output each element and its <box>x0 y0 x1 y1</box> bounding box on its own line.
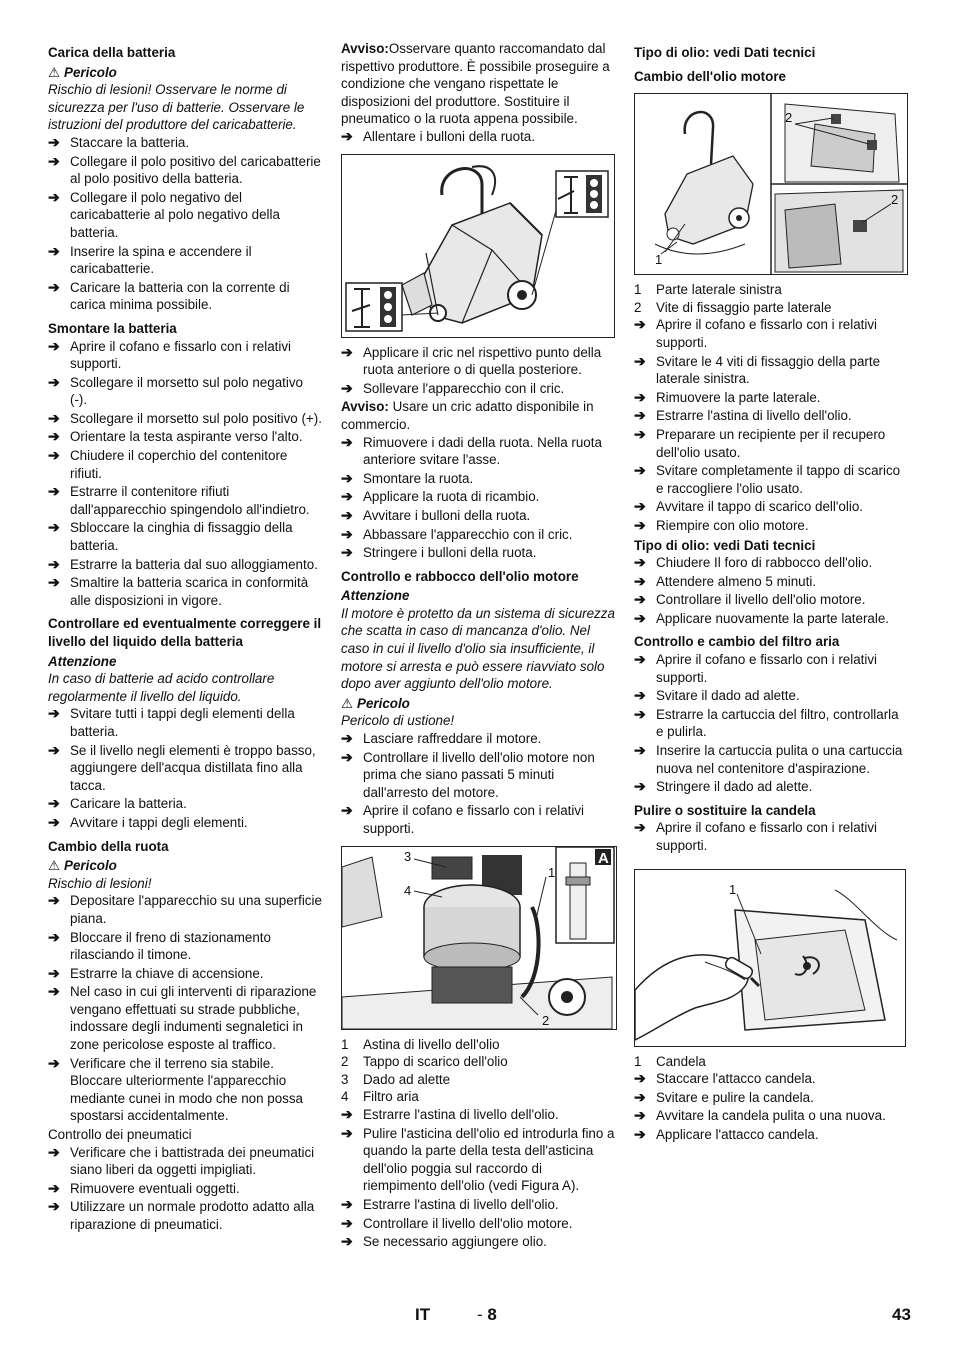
legend-item <box>341 1088 615 1106</box>
arrow-icon: ➔ <box>341 544 353 561</box>
step-text: Svitare tutti i tappi degli elementi della batteria. <box>70 706 295 739</box>
notice-paragraph: Avviso:Osservare quanto raccomandato dal rispettivo produttore. È possibile proseguire a condizione che vengano rispettate le disposizioni del produttore. Sostituire il pneumatico o la ruota appena possibile. <box>341 41 610 127</box>
arrow-icon: ➔ <box>341 433 353 450</box>
legend-number: 2 <box>634 299 642 315</box>
arrow-icon: ➔ <box>48 928 60 945</box>
arrow-icon: ➔ <box>634 425 646 442</box>
arrow-icon: ➔ <box>634 819 646 836</box>
step-item <box>634 591 908 609</box>
step-text: Rimuovere eventuali oggetti. <box>70 1180 240 1196</box>
legend-number: 1 <box>634 282 642 298</box>
attention-label: Attenzione <box>341 588 410 604</box>
step-item <box>341 470 615 488</box>
arrow-icon: ➔ <box>48 337 60 354</box>
footer-page-number: 43 <box>892 1305 911 1324</box>
arrow-icon: ➔ <box>48 447 60 464</box>
arrow-icon: ➔ <box>634 352 646 369</box>
arrow-icon: ➔ <box>634 687 646 704</box>
danger-label: ⚠ Pericolo <box>341 695 410 711</box>
step-text: Svitare e pulire la candela. <box>656 1089 814 1105</box>
jack-steps <box>341 344 615 398</box>
step-item <box>48 1198 322 1233</box>
wheel-steps-2 <box>341 434 615 562</box>
legend-item <box>341 1053 615 1071</box>
tyre-check-title: Controllo dei pneumatici <box>48 1127 192 1143</box>
step-text: Rimuovere la parte laterale. <box>656 389 821 405</box>
arrow-icon: ➔ <box>341 379 353 396</box>
figure-label: A <box>598 849 609 867</box>
arrow-icon: ➔ <box>48 373 60 390</box>
step-text: Avvitare la candela pulita o una nuova. <box>656 1108 886 1124</box>
step-text: Avvitare il tappo di scarico dell'olio. <box>656 499 863 515</box>
footer-local-page: - 8 <box>477 1305 497 1324</box>
step-text: Estrarre l'astina di livello dell'olio. <box>363 1106 559 1122</box>
step-text: Abbassare l'apparecchio con il cric. <box>363 526 573 542</box>
charge-steps <box>48 134 322 314</box>
step-item <box>341 380 615 398</box>
attention-label: Attenzione <box>48 653 117 669</box>
step-text: Sbloccare la cinghia di fissaggio della batteria. <box>70 520 293 554</box>
step-text: Verificare che i battistrada dei pneumatici siano liberi da oggetti impigliati. <box>70 1144 315 1178</box>
step-text: Collegare il polo positivo del caricabatterie al polo positivo della batteria. <box>70 153 321 187</box>
arrow-icon: ➔ <box>634 1088 646 1105</box>
figure-spark-plug <box>634 869 906 1047</box>
step-item <box>634 316 908 351</box>
step-text: Estrarre la batteria dal suo alloggiamento. <box>70 556 318 572</box>
arrow-icon: ➔ <box>341 748 353 765</box>
step-item <box>634 554 908 572</box>
step-item <box>48 189 322 242</box>
legend-text: Astina di livello dell'olio <box>363 1036 500 1052</box>
arrow-icon: ➔ <box>634 554 646 571</box>
step-text: Lasciare raffreddare il motore. <box>363 731 542 747</box>
legend-text: Tappo di scarico dell'olio <box>363 1054 508 1070</box>
step-item <box>48 1144 322 1179</box>
step-item <box>634 517 908 535</box>
arrow-icon: ➔ <box>48 983 60 1000</box>
arrow-icon: ➔ <box>48 795 60 812</box>
step-text: Verificare che il terreno sia stabile. Bloccare ulteriormente l'apparecchio mediante cunei in modo che non possa spostarsi accidentalmente. <box>70 1055 304 1124</box>
step-text: Inserire la spina e accendere il caricabatterie. <box>70 243 252 277</box>
arrow-icon: ➔ <box>634 778 646 795</box>
step-text: Applicare nuovamente la parte laterale. <box>656 610 889 626</box>
step-text: Estrarre l'astina di livello dell'olio. <box>363 1196 559 1212</box>
arrow-icon: ➔ <box>341 343 353 360</box>
step-item <box>634 819 908 854</box>
step-item <box>634 706 908 741</box>
arrow-icon: ➔ <box>48 555 60 572</box>
step-text: Aprire il cofano e fissarlo con i relativi supporti. <box>656 820 878 853</box>
heading-wheel-change: Cambio della ruota <box>48 838 169 854</box>
step-text: Orientare la testa aspirante verso l'alto. <box>70 429 303 445</box>
step-item <box>341 1106 615 1124</box>
legend-text: Candela <box>656 1053 706 1069</box>
footer-language: IT <box>415 1305 431 1324</box>
legend <box>634 1053 908 1071</box>
legend-item <box>634 281 908 299</box>
step-item <box>341 1196 615 1214</box>
heading-oil-type: Tipo di olio: vedi Dati tecnici <box>634 537 816 553</box>
step-item <box>48 410 322 428</box>
figure-label: 4 <box>404 882 412 898</box>
step-text: Aprire il cofano e fissarlo con i relativi supporti. <box>656 317 878 350</box>
arrow-icon: ➔ <box>634 742 646 759</box>
figure-label: 2 <box>785 110 793 126</box>
heading-spark-plug: Pulire o sostituire la candela <box>634 802 816 818</box>
arrow-icon: ➔ <box>634 1070 646 1087</box>
legend-item <box>341 1071 615 1089</box>
step-text: Staccare l'attacco candela. <box>656 1071 816 1087</box>
step-item <box>48 795 322 813</box>
arrow-icon: ➔ <box>341 1124 353 1141</box>
step-item <box>634 426 908 461</box>
step-text: Smontare la ruota. <box>363 470 474 486</box>
step-item <box>634 498 908 516</box>
step-item <box>341 1215 615 1233</box>
step-item <box>634 407 908 425</box>
arrow-icon: ➔ <box>341 1233 353 1250</box>
step-item <box>48 447 322 482</box>
arrow-icon: ➔ <box>634 388 646 405</box>
step-item <box>48 279 322 314</box>
warning-icon: ⚠ <box>341 695 354 711</box>
arrow-icon: ➔ <box>48 1054 60 1071</box>
step-text: Scollegare il morsetto sul polo negativo (-). <box>70 374 303 408</box>
step-text: Sollevare l'apparecchio con il cric. <box>363 380 565 396</box>
arrow-icon: ➔ <box>48 964 60 981</box>
step-text: Riempire con olio motore. <box>656 517 809 533</box>
step-text: Se il livello negli elementi è troppo basso, aggiungere dell'acqua distillata fino alla tacca. <box>70 742 316 793</box>
wheel-steps <box>48 892 322 1125</box>
step-item <box>341 1233 615 1251</box>
danger-label: ⚠ Pericolo <box>48 64 117 80</box>
heading-oil-change: Cambio dell'olio motore <box>634 68 786 84</box>
arrow-icon: ➔ <box>634 516 646 533</box>
danger-label: ⚠ Pericolo <box>48 858 117 874</box>
legend-number: 4 <box>341 1089 349 1105</box>
step-text: Controllare il livello dell'olio motore. <box>363 1215 573 1231</box>
step-item <box>48 983 322 1053</box>
warning-icon: ⚠ <box>48 64 61 80</box>
legend-number: 3 <box>341 1071 349 1087</box>
legend-item <box>341 1036 615 1054</box>
arrow-icon: ➔ <box>48 892 60 909</box>
step-text: Stringere il dado ad alette. <box>656 779 813 795</box>
arrow-icon: ➔ <box>48 519 60 536</box>
step-text: Scollegare il morsetto sul polo positivo (+). <box>70 410 322 426</box>
arrow-icon: ➔ <box>634 1125 646 1142</box>
step-item <box>341 730 615 748</box>
step-item <box>48 814 322 832</box>
step-text: Chiudere Il foro di rabbocco dell'olio. <box>656 555 873 571</box>
step-text: Collegare il polo negativo del caricabatterie al polo negativo della batteria. <box>70 189 280 240</box>
step-item <box>48 519 322 554</box>
arrow-icon: ➔ <box>48 813 60 830</box>
step-text: Svitare le 4 viti di fissaggio della parte laterale sinistra. <box>656 353 881 387</box>
figure-label: 2 <box>891 192 899 208</box>
arrow-icon: ➔ <box>634 591 646 608</box>
step-text: Estrarre la cartuccia del filtro, controllarla e pulirla. <box>656 706 899 740</box>
arrow-icon: ➔ <box>341 1105 353 1122</box>
step-text: Caricare la batteria con la corrente di carica minima possibile. <box>70 279 290 313</box>
step-item <box>634 1126 908 1144</box>
step-text: Aprire il cofano e fissarlo con i relativi supporti. <box>656 652 878 685</box>
step-item <box>48 1055 322 1125</box>
arrow-icon: ➔ <box>634 1107 646 1124</box>
heading-battery-charge: Carica della batteria <box>48 45 176 60</box>
step-text: Utilizzare un normale prodotto adatto alla riparazione di pneumatici. <box>70 1199 315 1232</box>
step-text: Applicare il cric nel rispettivo punto della ruota anteriore o di quella posteriore. <box>363 344 602 378</box>
legend-item <box>634 299 908 317</box>
figure-jack-points <box>341 154 615 338</box>
step-text: Svitare il dado ad alette. <box>656 688 800 704</box>
step-item <box>48 742 322 795</box>
step-item <box>48 338 322 373</box>
arrow-icon: ➔ <box>48 705 60 722</box>
heading-remove-battery: Smontare la batteria <box>48 320 177 336</box>
step-item <box>48 374 322 409</box>
step-item <box>634 1089 908 1107</box>
step-text: Pulire l'asticina dell'olio ed introdurla fino a quando la parte della testa dell'asticina dell'olio poggia sul raccordo di riempimento dell'olio (vedi Figura A). <box>363 1125 615 1194</box>
step-item <box>48 153 322 188</box>
legend <box>634 281 908 316</box>
column-1 <box>48 40 322 1235</box>
figure-label: 1 <box>729 881 737 897</box>
heading-oil-type: Tipo di olio: vedi Dati tecnici <box>634 45 816 60</box>
arrow-icon: ➔ <box>48 574 60 591</box>
arrow-icon: ➔ <box>634 462 646 479</box>
step-item <box>634 610 908 628</box>
arrow-icon: ➔ <box>341 1195 353 1212</box>
step-text: Svitare completamente il tappo di scarico e raccogliere l'olio usato. <box>656 463 901 496</box>
arrow-icon: ➔ <box>48 1143 60 1160</box>
arrow-icon: ➔ <box>341 127 353 144</box>
step-text: Estrarre il contenitore rifiuti dall'apparecchio spingendolo all'indietro. <box>70 484 310 517</box>
tyre-steps <box>48 1144 322 1234</box>
step-item <box>48 483 322 518</box>
warning-icon: ⚠ <box>48 858 61 874</box>
arrow-icon: ➔ <box>48 409 60 426</box>
step-item <box>634 1107 908 1125</box>
attention-text: In caso di batterie ad acido controllare regolarmente il livello del liquido. <box>48 671 275 704</box>
arrow-icon: ➔ <box>634 407 646 424</box>
step-text: Stringere i bulloni della ruota. <box>363 545 537 561</box>
step-item <box>341 802 615 837</box>
step-text: Avvitare i tappi degli elementi. <box>70 814 248 830</box>
legend-text: Parte laterale sinistra <box>656 282 782 298</box>
danger-text: Pericolo di ustione! <box>341 713 455 729</box>
step-item <box>634 353 908 388</box>
arrow-icon: ➔ <box>341 802 353 819</box>
step-item <box>48 1180 322 1198</box>
arrow-icon: ➔ <box>634 651 646 668</box>
remove-steps <box>48 338 322 610</box>
step-text: Estrarre la chiave di accensione. <box>70 965 264 981</box>
step-item <box>634 651 908 686</box>
step-item <box>48 929 322 964</box>
step-text: Controllare il livello dell'olio motore. <box>656 592 866 608</box>
step-text: Applicare la ruota di ricambio. <box>363 489 540 505</box>
step-item <box>341 526 615 544</box>
oil-change-steps-1 <box>634 316 908 534</box>
arrow-icon: ➔ <box>341 730 353 747</box>
step-text: Aprire il cofano e fissarlo con i relativi supporti. <box>363 803 585 836</box>
spark-plug-steps-2 <box>634 1070 908 1143</box>
step-text: Inserire la cartuccia pulita o una cartuccia nuova nel contenitore d'aspirazione. <box>656 743 903 776</box>
step-item <box>341 344 615 379</box>
step-item <box>634 778 908 796</box>
legend <box>341 1036 615 1106</box>
step-item <box>48 892 322 927</box>
legend-text: Vite di fissaggio parte laterale <box>656 299 832 315</box>
oil-change-steps-2 <box>634 554 908 627</box>
arrow-icon: ➔ <box>48 1179 60 1196</box>
step-item <box>341 128 615 146</box>
figure-label: 1 <box>548 864 556 880</box>
oil-steps-2 <box>341 1106 615 1251</box>
step-item <box>341 507 615 525</box>
attention-text: Il motore è protetto da un sistema di sicurezza che scatta in caso di mancanza d'olio. Nel caso in cui il livello d'olio sia insufficiente, il motore si arresta e può essere riavviato solo dopo aver aggiunto dell'olio motore. <box>341 605 615 692</box>
step-item <box>341 434 615 469</box>
arrow-icon: ➔ <box>48 278 60 295</box>
heading-air-filter: Controllo e cambio del filtro aria <box>634 634 840 650</box>
step-text: Avvitare i bulloni della ruota. <box>363 507 531 523</box>
step-item <box>48 556 322 574</box>
step-item <box>634 462 908 497</box>
step-text: Aprire il cofano e fissarlo con i relativi supporti. <box>70 338 292 372</box>
step-item <box>634 1070 908 1088</box>
step-text: Rimuovere i dadi della ruota. Nella ruota anteriore svitare l'asse. <box>363 434 602 468</box>
arrow-icon: ➔ <box>48 428 60 445</box>
spark-plug-steps-1 <box>634 819 908 854</box>
step-item <box>48 965 322 983</box>
oil-steps-1 <box>341 730 615 838</box>
column-2 <box>341 40 615 1252</box>
step-text: Staccare la batteria. <box>70 134 190 150</box>
step-text: Nel caso in cui gli interventi di riparazione vengano effettuati su strade pubbliche, indossare degli indumenti segnaletici in zone pericolose esposte al traffico. <box>70 984 317 1053</box>
step-text: Applicare l'attacco candela. <box>656 1126 819 1142</box>
legend-number: 1 <box>341 1036 349 1052</box>
step-text: Se necessario aggiungere olio. <box>363 1234 547 1250</box>
arrow-icon: ➔ <box>48 152 60 169</box>
legend-item <box>634 1053 908 1071</box>
arrow-icon: ➔ <box>48 242 60 259</box>
arrow-icon: ➔ <box>634 609 646 626</box>
pre-steps <box>341 128 615 146</box>
step-item <box>48 134 322 152</box>
fluid-steps <box>48 705 322 831</box>
step-item <box>341 488 615 506</box>
air-filter-steps <box>634 651 908 796</box>
heading-check-fluid: Controllare ed eventualmente correggere il livello del liquido della batteria <box>48 616 322 649</box>
step-item <box>634 742 908 777</box>
legend-number: 2 <box>341 1054 349 1070</box>
step-item <box>48 574 322 609</box>
figure-side-panel <box>634 93 908 275</box>
legend-text: Dado ad alette <box>363 1071 451 1087</box>
figure-label: 3 <box>404 848 412 864</box>
arrow-icon: ➔ <box>48 133 60 150</box>
step-item <box>48 243 322 278</box>
step-item <box>634 687 908 705</box>
step-item <box>341 544 615 562</box>
step-text: Estrarre l'astina di livello dell'olio. <box>656 408 852 424</box>
arrow-icon: ➔ <box>48 1198 60 1215</box>
arrow-icon: ➔ <box>634 705 646 722</box>
arrow-icon: ➔ <box>634 316 646 333</box>
figure-engine <box>341 846 617 1030</box>
figure-label: 2 <box>542 1012 550 1028</box>
arrow-icon: ➔ <box>341 506 353 523</box>
figure-label: 1 <box>655 252 663 268</box>
step-item <box>634 389 908 407</box>
arrow-icon: ➔ <box>48 188 60 205</box>
arrow-icon: ➔ <box>341 469 353 486</box>
step-text: Allentare i bulloni della ruota. <box>363 128 535 144</box>
step-text: Bloccare il freno di stazionamento rilasciando il timone. <box>70 929 271 963</box>
legend-number: 1 <box>634 1053 642 1069</box>
step-text: Attendere almeno 5 minuti. <box>656 573 817 589</box>
heading-oil-check: Controllo e rabbocco dell'olio motore <box>341 568 579 584</box>
step-text: Controllare il livello dell'olio motore non prima che siano passati 5 minuti dall'arresto del motore. <box>363 749 595 800</box>
notice-paragraph: Avviso: Usare un cric adatto disponibile in commercio. <box>341 399 594 432</box>
step-item <box>341 1125 615 1195</box>
step-item <box>48 428 322 446</box>
step-text: Caricare la batteria. <box>70 796 187 812</box>
arrow-icon: ➔ <box>48 483 60 500</box>
danger-text: Rischio di lesioni! Osservare le norme di sicurezza per l'uso di batterie. Osservare le istruzioni del produttore del caricabatterie. <box>48 82 305 133</box>
step-item <box>341 749 615 802</box>
step-text: Smaltire la batteria scarica in conformità alle disposizioni in vigore. <box>70 575 309 608</box>
step-item <box>48 705 322 740</box>
arrow-icon: ➔ <box>341 1214 353 1231</box>
arrow-icon: ➔ <box>48 741 60 758</box>
arrow-icon: ➔ <box>341 488 353 505</box>
step-text: Depositare l'apparecchio su una superficie piana. <box>70 893 322 926</box>
step-item <box>634 573 908 591</box>
step-text: Preparare un recipiente per il recupero dell'olio usato. <box>656 426 886 460</box>
step-text: Chiudere il coperchio del contenitore rifiuti. <box>70 448 288 481</box>
arrow-icon: ➔ <box>634 498 646 515</box>
danger-text: Rischio di lesioni! <box>48 875 152 891</box>
column-3 <box>634 40 908 1145</box>
arrow-icon: ➔ <box>634 572 646 589</box>
arrow-icon: ➔ <box>341 525 353 542</box>
legend-text: Filtro aria <box>363 1089 419 1105</box>
